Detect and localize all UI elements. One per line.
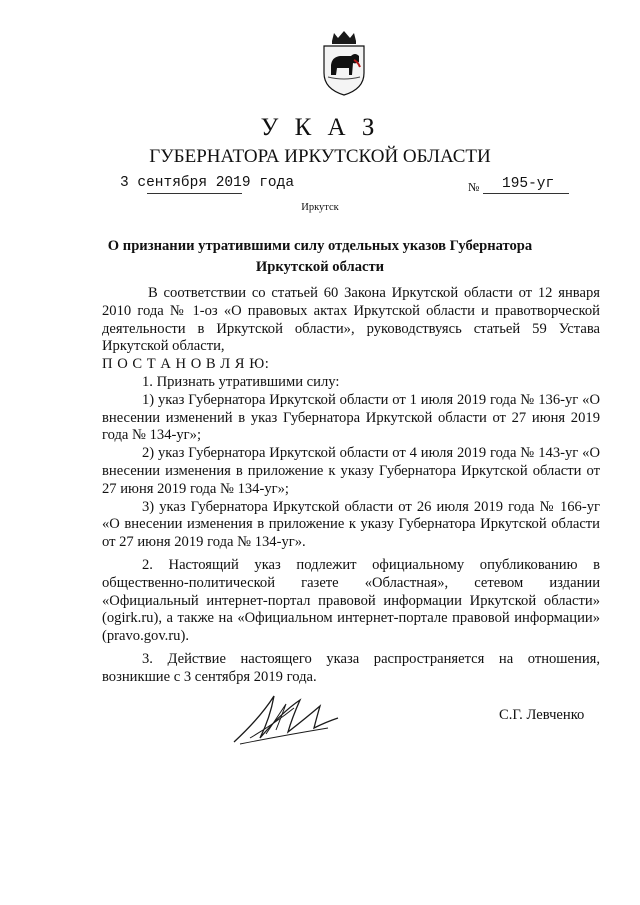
decree-number: 195-уг [502,176,555,192]
item-1-1: 1) указ Губернатора Иркутской области от 1 июля 2019 года № 136-уг «О внесении изменений в указ Губернатора Иркутской области от 27 июня 2019 года № 134-уг»; [102,391,600,444]
heading-line-2: Иркутской области [255,259,385,275]
number-label: № [468,180,480,194]
handwritten-signature [230,688,342,746]
item-1-2: 2) указ Губернатора Иркутской области от 4 июля 2019 года № 143-уг «О внесении изменения в приложение к указу Губернатора Иркутской области от 27 июня 2019 года № 134-уг»; [102,445,600,497]
number-underline [483,193,569,194]
decree-heading [100,236,540,278]
item-1-3: 3) указ Губернатора Иркутской области от 26 июля 2019 года № 166-уг «О внесении изменения в приложение к указу Губернатора Иркутской области от 27 июня 2019 года № 134-уг». [102,498,600,551]
coat-of-arms-icon [318,29,370,97]
heading-line-1: О признании утратившими силу отдельных указов Губернатора [107,238,533,254]
document-subtitle: ГУБЕРНАТОРА ИРКУТСКОЙ ОБЛАСТИ [149,146,491,167]
document-title: У К А З [260,114,380,141]
preamble-paragraph: В соответствии со статьей 60 Закона Иркутской области от 12 января 2010 года № 1-оз «О правовых актах Иркутской области и правотворческой деятельности в Иркутской области», руководствуясь статьей 59 Устава Иркутской области, [102,285,600,355]
item-3: 3. Действие настоящего указа распространяется на отношения, возникшие с 3 сентября 2019 года. [102,650,600,685]
decree-date: 3 сентября 2019 года [120,175,295,191]
city-label: Иркутск [301,202,339,213]
signer-name: С.Г. Левченко [499,707,585,723]
decree-body [102,285,600,687]
item-1: 1. Признать утратившими силу: [142,373,340,390]
item-2: 2. Настоящий указ подлежит официальному опубликованию в общественно-политической газете «Областная», сетевом издании «Официальный интернет-портал правовой информации Иркутской области» (ogirk.ru), а также на «Официальном интернет-портале правовой информации» (pravo.gov.ru). [102,556,600,645]
decree-word: П О С Т А Н О В Л Я Ю: [102,356,270,373]
date-underline [147,193,242,194]
